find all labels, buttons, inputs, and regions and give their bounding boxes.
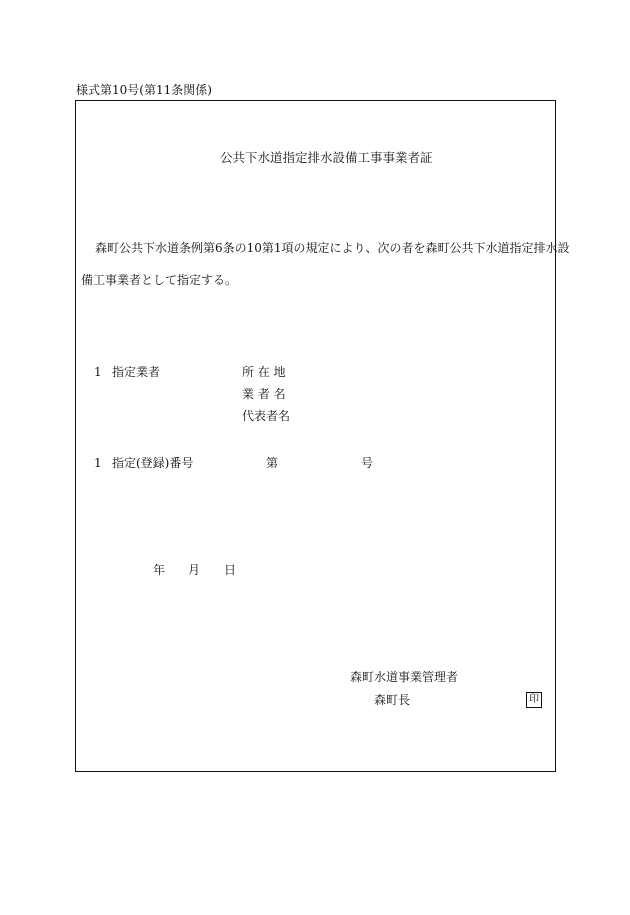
body-text-line-2: 備工事業者として指定する。 [81,273,238,287]
issuer-title: 森町水道事業管理者 [350,670,459,684]
field-address-label: 所 在 地 [242,365,286,379]
field-company-name-label: 業 者 名 [242,387,286,401]
designee-item-number: 1 [94,365,102,379]
field-representative-label: 代表者名 [242,409,291,423]
registration-item-number: 1 [94,456,102,470]
designee-label: 指定業者 [112,365,161,379]
seal-mark: 印 [526,692,542,708]
registration-prefix: 第 [266,456,279,470]
registration-suffix: 号 [361,456,374,470]
certificate-frame [75,100,556,772]
body-text-line-1: 森町公共下水道条例第6条の10第1項の規定により、次の者を森町公共下水道指定排水設 [95,241,570,255]
issuer-name: 森町長 [374,693,411,707]
certificate-title: 公共下水道指定排水設備工事事業者証 [220,150,433,165]
form-number-label: 様式第10号(第11条関係) [76,83,212,97]
date-day: 日 [224,563,237,577]
registration-label: 指定(登録)番号 [112,456,194,470]
date-year: 年 [153,563,166,577]
date-month: 月 [188,563,201,577]
